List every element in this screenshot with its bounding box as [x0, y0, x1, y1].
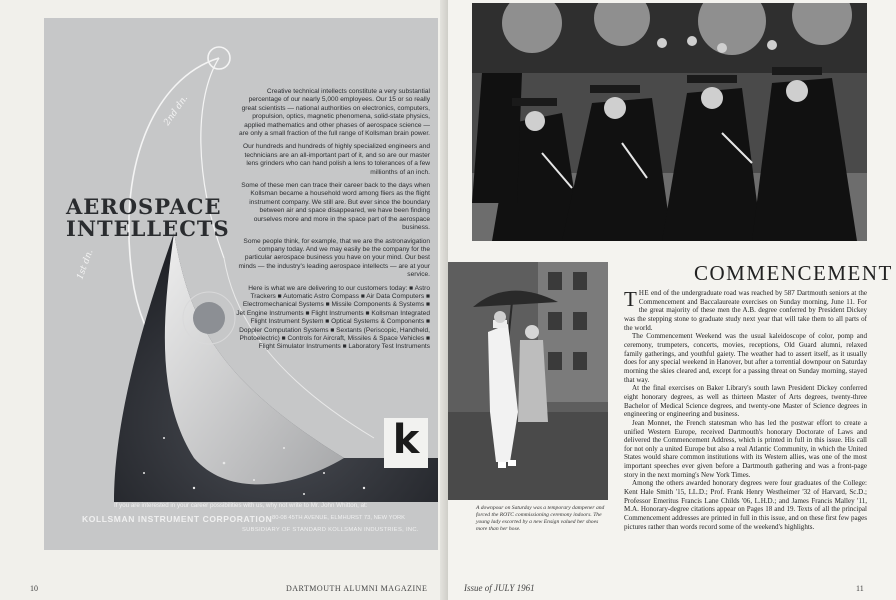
ad-headline: AEROSPACE INTELLECTS — [66, 194, 230, 241]
kollsman-logo — [384, 418, 428, 468]
ad-body-copy — [234, 88, 430, 357]
graduates-photo — [472, 3, 867, 241]
ad-subsidiary-line: SUBSIDIARY OF STANDARD KOLLSMAN INDUSTRIES, INC. — [242, 527, 419, 533]
article-paragraph-lead — [624, 289, 867, 332]
rain-umbrella-photo — [448, 262, 608, 500]
issue-label: Issue of JULY 1961 — [464, 583, 535, 593]
ad-paragraph: Our hundreds and hundreds of highly specialized engineers and technicians are an all-important part of it, and so are our master lens grinders who can hand polish a lens to tolerances of a few millionths of an inch. — [243, 143, 430, 176]
issue-footer — [464, 583, 535, 593]
lead-small-caps: HE — [638, 289, 650, 297]
kollsman-advertisement — [44, 18, 438, 550]
ad-address: 80-08 45TH AVENUE, ELMHURST 73, NEW YORK — [272, 515, 406, 521]
article-headline: COMMENCEMENT — [694, 261, 893, 285]
orbit-label-2nd: 2nd dn. — [162, 93, 191, 128]
article-paragraph: The Commencement Weekend was the usual kaleidoscope of color, pomp and ceremony, trumpeters, concerts, movies, receptions, Old Guard alumni, relaxed family gatherings, and youthful gaiety. The weather had to assert itself, as it usually does for any special weekend in Hanover, but after a torrential downpour on Saturday morning the skies cleared and, except for a passing threat on Sunday morning, stayed that way. — [624, 332, 867, 384]
lead-text: end of the undergraduate road was reached by 587 Dartmouth seniors at the Commencement and Baccalaureate exercises on Sunday morning, June 11. For the great majority of these men the A.B. degree conferred by President Dickey was the stepping stone to graduate study next year that will take them to all parts of the world. — [624, 289, 867, 332]
ad-footer — [44, 502, 438, 550]
article-paragraph: At the final exercises on Baker Library's south lawn President Dickey conferred eight honorary degrees, as well as thirteen Master of Arts degrees, twenty-three Bachelor of Medical Science degrees, and twenty-one Master of Science degrees in engineering or engineering and business. — [624, 384, 867, 419]
article-paragraph: Jean Monnet, the French statesman who has led the postwar effort to create a unified Western Europe, received Dartmouth's honorary Doctorate of Laws and delivered the Commencement Address, which is printed in full in this issue. His call for not only a united Europe but also a real Atlantic Community, in which the United States would share common institutions with its Western allies, was one of the most important speeches ever given before a Dartmouth gathering and was a front-page story in the next morning's New York Times. — [624, 418, 867, 479]
ad-product-list: Here is what we are delivering to our customers today: ■ Astro Trackers ■ Automatic Astro Compass ■ Air Data Computers ■ Electromechanical Systems ■ Missile Components & Systems ■ Jet Engine Instruments ■ Flight Instruments ■ Kollsman Integrated Flight Instrument System ■ Optical Systems & Components ■ Doppler Computation Systems ■ Sextants (Periscopic, Handheld, Photoelectric) ■ Controls for Aircraft, Missiles & Space Vehicles ■ Flight Simulator Instruments ■ Laboratory Test Instruments — [236, 284, 430, 351]
running-head: DARTMOUTH ALUMNI MAGAZINE — [286, 584, 428, 593]
article-body — [624, 289, 867, 531]
ad-paragraph: Some people think, for example, that we are the astronavigation company today. And we may easily be the company for the particular aerospace business you have on your mind. Our best minds — the industry's leading aerospace intellects — are at your service. — [238, 237, 430, 279]
right-page — [448, 0, 896, 600]
photo-caption: A downpour on Saturday was a temporary dampener and forced the ROTC commissioning ceremony indoors. The young lady escorted by a new Ensign valued her shoes more than her hose. — [476, 505, 605, 533]
page-number-right: 11 — [856, 584, 864, 593]
ad-paragraph: Some of these men can trace their career back to the days when Kollsman became a household word among fliers as the flight instrument company. We still are. But ever since the boundary between air and space disappeared, we have been finding ourselves more and more in the space part of the aerospace business. — [241, 182, 430, 232]
graduates-photo-image — [472, 3, 867, 241]
planet — [193, 302, 225, 334]
rain-umbrella-photo-image — [448, 262, 608, 500]
kollsman-logo-letter: k — [392, 417, 420, 463]
ad-company-name: KOLLSMAN INSTRUMENT CORPORATION — [82, 514, 273, 524]
page-number-left: 10 — [30, 584, 38, 593]
drop-cap: T — [624, 287, 637, 311]
orbit-label-1st: 1st dn. — [75, 248, 96, 282]
ad-contact-note: If you are interested in your career possibilities with us, why not write to Mr. John Whitton, at: — [114, 502, 368, 509]
article-paragraph: Among the others awarded honorary degrees were four graduates of the College: Kent Hale Smith '15, LL.D.; Prof. Frank Henry Westheimer '32 of Harvard, Sc.D.; Professor Emeritus Francis Lane Childs '06, L.H.D.; and James Francis Malley '11, M.A. Honorary-degree citations appear on Pages 18 and 19. Texts of all the principal Commencement addresses are printed in full in this issue, and on these first few pages pictures rather than words record some of the weekend's highlights. — [624, 479, 867, 531]
ad-paragraph: Creative technical intellects constitute a very substantial percentage of our nearly 5,000 employees. Our 15 or so really great scientists — national authorities on electronics, computers, propulsion, optics, magnetic phenomena, solid-state physics, applied mathematics and other phases of aerospace science — are only a small fraction of the full range of Kollsman brain power. — [239, 88, 430, 138]
